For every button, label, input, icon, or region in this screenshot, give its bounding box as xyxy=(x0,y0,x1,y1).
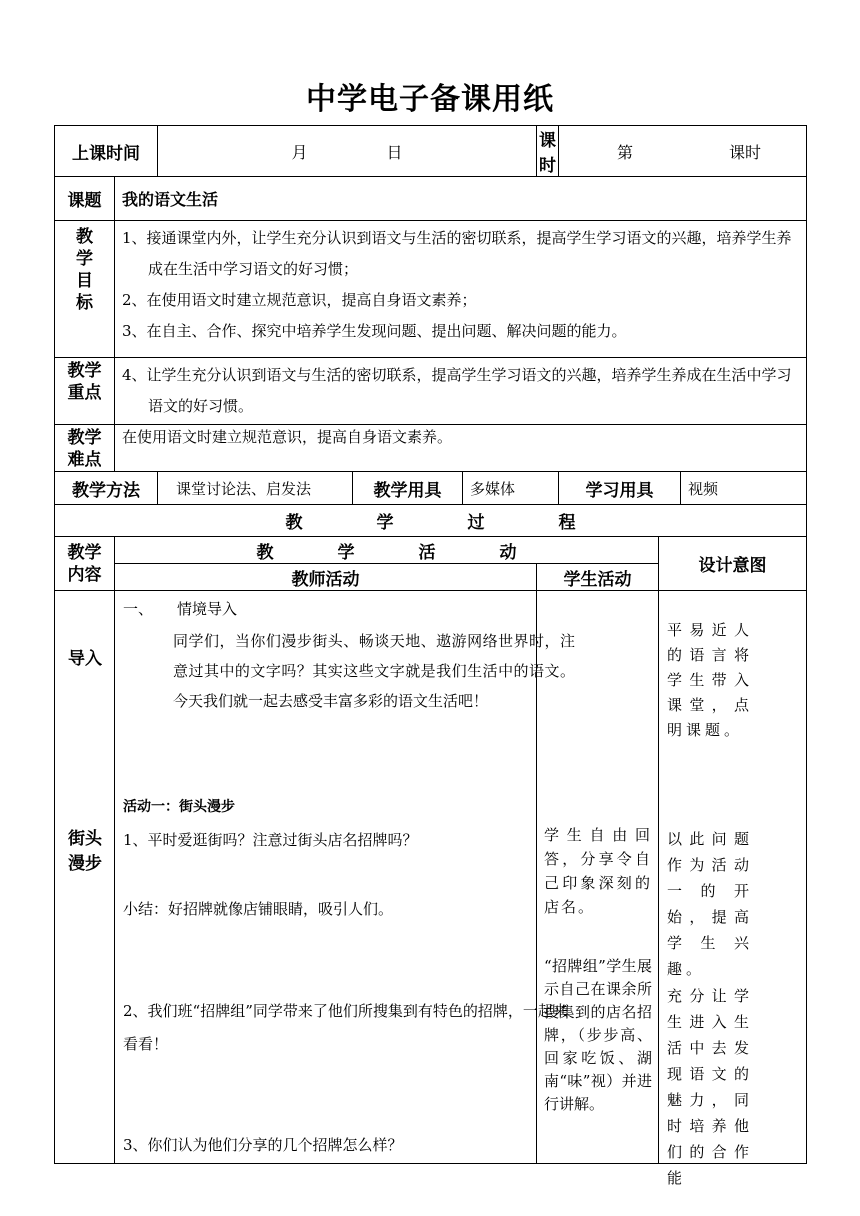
goals-list xyxy=(115,221,807,358)
lesson-plan-table xyxy=(54,125,807,1187)
date-cell xyxy=(158,126,537,177)
student-activities xyxy=(537,591,659,1164)
intent-header: 设计意图 xyxy=(659,537,807,591)
period-label: 课时 xyxy=(537,126,559,177)
difficulties-label: 教学 难点 xyxy=(55,425,115,472)
tools-label: 教学用具 xyxy=(353,472,463,505)
period-prefix: 第 xyxy=(616,142,633,162)
student-activity-2: “招牌组”学生展示自己在课余所搜集到的店名招牌，（步步高、回家吃饭、湖南“味”视）并进行讲解。 xyxy=(544,957,652,1113)
activity-header: 教 学 活 动 xyxy=(115,537,659,564)
teacher-header: 教师活动 xyxy=(115,564,537,591)
class-time-label: 上课时间 xyxy=(55,126,158,177)
goals-label-char: 教 xyxy=(76,227,93,247)
key-points-label: 教学 重点 xyxy=(55,358,115,425)
goal-item: 3、在自主、合作、探究中培养学生发现问题、提出问题、解决问题的能力。 xyxy=(122,322,627,340)
goal-item: 1、接通课堂内外，让学生充分认识到语文与生活的密切联系，提高学生学习语文的兴趣，培养学生养成在生活中学习语文的好习惯； xyxy=(122,229,792,278)
intent-intro: 平易近人的语言将学生带入课堂，点明课题。 xyxy=(667,621,753,739)
question-3: 3、你们认为他们分享的几个招牌怎么样？ xyxy=(123,1136,403,1154)
intro-paragraph: 同学们，当你们漫步街头、畅谈天地、遨游网络世界时，注意过其中的文字吗？其实这些文字就是我们生活中的语文。今天我们就一起去感受丰富多彩的语文生活吧！ xyxy=(173,632,575,710)
day-label: 日 xyxy=(386,142,403,162)
page-title: 中学电子备课用纸 xyxy=(306,82,554,117)
question-2: 2、我们班“招牌组”同学带来了他们所搜集到有特色的招牌，一起来看看！ xyxy=(123,1002,568,1053)
tools-value: 多媒体 xyxy=(463,472,559,505)
intro-heading: 一、 情境导入 xyxy=(123,600,238,618)
study-label: 学习用具 xyxy=(559,472,681,505)
study-value: 视频 xyxy=(681,472,807,505)
content-label: 教学 内容 xyxy=(55,537,115,591)
goals-label-char: 目 xyxy=(76,271,93,291)
street-label: 街头 漫步 xyxy=(68,829,102,874)
period-cell xyxy=(559,126,807,177)
topic-value: 我的语文生活 xyxy=(115,177,807,221)
intent-street-1: 以此问题作为活动一的开始，提高学生兴趣。 xyxy=(667,830,753,978)
method-value: 课堂讨论法、启发法 xyxy=(158,472,353,505)
goal-item: 2、在使用语文时建立规范意识，提高自身语文素养； xyxy=(122,291,477,309)
design-intents xyxy=(659,591,807,1187)
goals-label-char: 标 xyxy=(76,293,93,313)
summary: 小结：好招牌就像店铺眼睛，吸引人们。 xyxy=(123,900,394,918)
goals-label-char: 学 xyxy=(76,249,93,269)
activity-one-title: 活动一：街头漫步 xyxy=(123,799,235,815)
intro-label: 导入 xyxy=(68,649,102,669)
student-activity-1: 学生自由回答，分享令自己印象深刻的店名。 xyxy=(544,826,652,916)
teacher-activities xyxy=(115,591,575,1164)
section-labels xyxy=(55,591,115,1164)
period-suffix: 课时 xyxy=(729,142,762,162)
difficulties-text: 在使用语文时建立规范意识，提高自身语文素养。 xyxy=(115,425,807,472)
goals-label xyxy=(55,221,115,358)
key-points-text: 4、让学生充分认识到语文与生活的密切联系，提高学生学习语文的兴趣，培养学生养成在生活中学习语文的好习惯。 xyxy=(115,358,807,425)
student-header: 学生活动 xyxy=(537,564,659,591)
intent-street-2: 充分让学生进入生活中去发现语文的魅力，同时培养他们的合作能 xyxy=(667,987,753,1187)
question-1: 1、平时爱逛街吗？注意过街头店名招牌吗？ xyxy=(123,831,418,849)
method-label: 教学方法 xyxy=(55,472,158,505)
topic-label: 课题 xyxy=(55,177,115,221)
process-title: 教 学 过 程 xyxy=(55,505,807,537)
month-label: 月 xyxy=(291,142,308,162)
